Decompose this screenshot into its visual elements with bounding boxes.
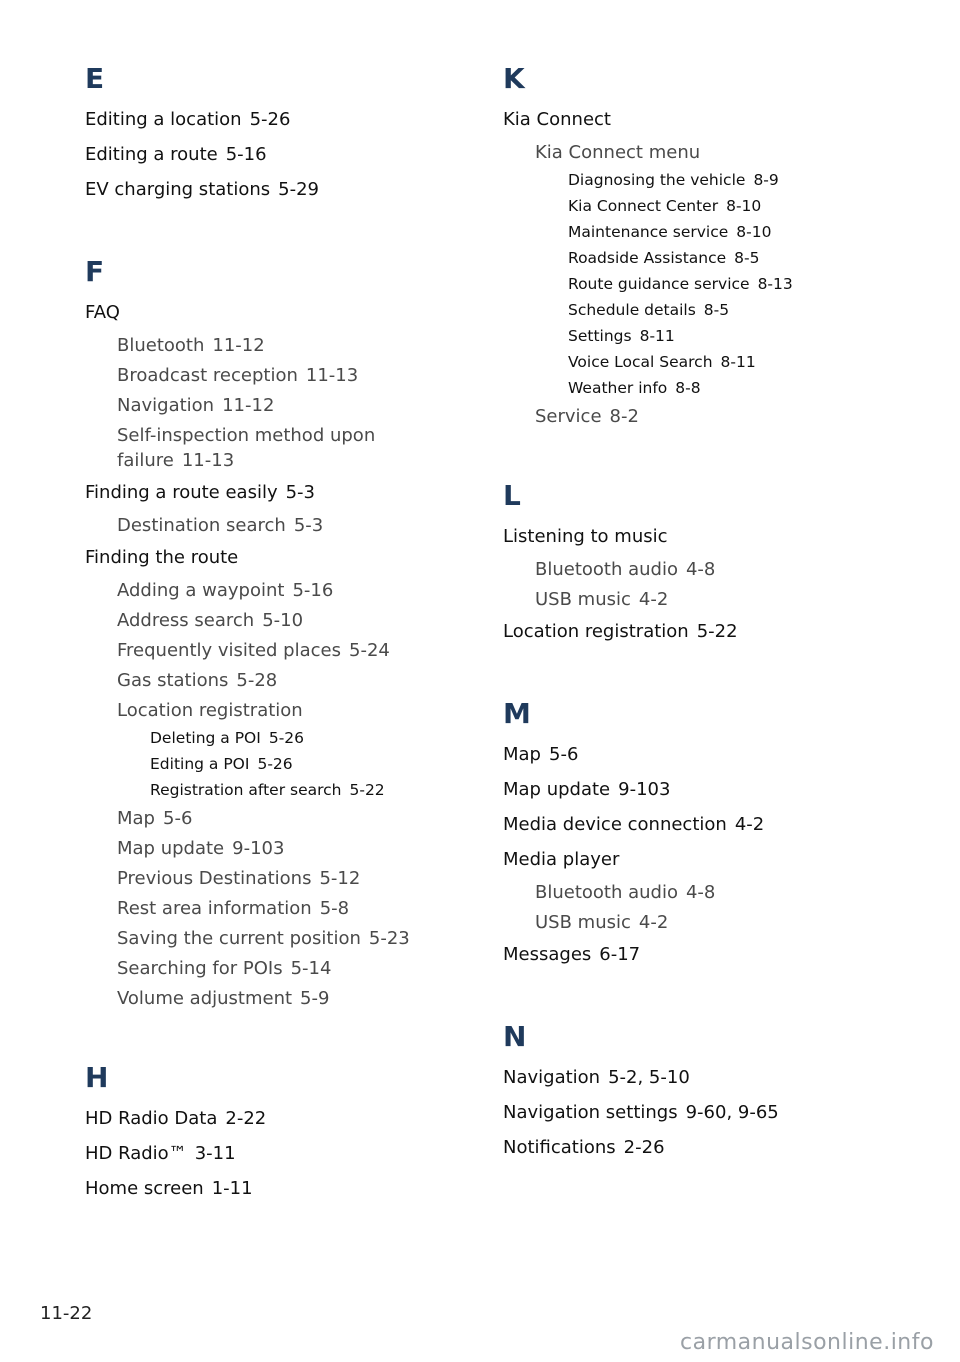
entry-term: Schedule details <box>568 301 696 319</box>
entry-page-ref: 2-22 <box>225 1108 267 1129</box>
entry-page-ref: 5-22 <box>349 781 385 799</box>
index-section <box>503 1016 903 1165</box>
entry-term: Broadcast reception <box>117 364 298 386</box>
index-section <box>85 1057 455 1206</box>
entry-page-ref: 1-11 <box>211 1178 253 1199</box>
index-entry <box>117 510 455 540</box>
index-entry <box>503 1060 903 1095</box>
entry-term: Messages <box>503 944 592 965</box>
index-entry <box>117 953 455 983</box>
entry-page-ref: 8-5 <box>734 249 760 267</box>
index-entry <box>85 172 455 207</box>
index-entry <box>117 360 455 390</box>
entry-page-ref: 5-2, 5-10 <box>608 1067 690 1088</box>
entry-term: Map <box>503 744 541 765</box>
index-entry <box>568 167 903 193</box>
index-entry <box>117 695 455 725</box>
entry-page-ref: 5-3 <box>285 482 316 503</box>
entry-term: Volume adjustment <box>117 987 293 1009</box>
index-column-right <box>503 58 903 1209</box>
index-entry <box>85 295 455 330</box>
index-entry <box>85 475 455 510</box>
index-entry <box>117 863 455 893</box>
section-letter: N <box>503 1020 527 1053</box>
index-entry <box>85 1101 455 1136</box>
entry-page-ref: 9-103 <box>232 837 285 859</box>
entry-term: Kia Connect Center <box>568 197 719 215</box>
entry-term: Editing a POI <box>150 755 250 773</box>
entry-page-ref: 5-28 <box>236 669 278 691</box>
entry-term: Location registration <box>117 699 303 721</box>
index-entry <box>503 1130 903 1165</box>
entry-page-ref: 5-8 <box>319 897 350 919</box>
entry-page-ref: 4-8 <box>685 558 716 580</box>
entry-page-ref: 5-3 <box>293 514 324 536</box>
entry-term: EV charging stations <box>85 179 271 200</box>
entry-term: Service <box>535 405 602 427</box>
entry-term: Listening to music <box>503 526 668 547</box>
entry-page-ref: 4-2 <box>638 911 669 933</box>
entry-term: Bluetooth <box>117 334 205 356</box>
entry-page-ref: 11-12 <box>212 334 265 356</box>
entry-page-ref: 11-13 <box>181 449 235 471</box>
entry-term: Gas stations <box>117 669 229 691</box>
index-entry <box>117 390 455 420</box>
entry-term: Home screen <box>85 1178 204 1199</box>
entry-page-ref: 5-26 <box>268 729 305 747</box>
entry-page-ref: 8-10 <box>726 197 762 215</box>
entry-page-ref: 4-2 <box>734 814 765 835</box>
entry-term: Address search <box>117 609 255 631</box>
entry-term: Notifications <box>503 1137 616 1158</box>
entry-page-ref: 8-10 <box>736 223 772 241</box>
entry-term: Roadside Assistance <box>568 249 727 267</box>
index-entry <box>568 245 903 271</box>
index-entry <box>535 877 903 907</box>
entry-term: HD Radio™ <box>85 1143 187 1164</box>
entry-term: Map update <box>503 779 611 800</box>
index-entry <box>503 519 903 554</box>
index-entry <box>568 349 903 375</box>
index-entry <box>150 777 455 803</box>
entry-term: Bluetooth audio <box>535 558 678 580</box>
index-entry <box>535 554 903 584</box>
index-entry <box>568 375 903 401</box>
entry-term: Diagnosing the vehicle <box>568 171 746 189</box>
entry-term: Settings <box>568 327 632 345</box>
entry-page-ref: 5-6 <box>549 744 579 765</box>
index-entry <box>85 102 455 137</box>
entry-term: Voice Local Search <box>568 353 713 371</box>
index-entry <box>117 893 455 923</box>
index-entry <box>117 833 455 863</box>
entry-term: Map <box>117 807 155 829</box>
index-entry <box>568 271 903 297</box>
entry-page-ref: 8-11 <box>639 327 675 345</box>
entry-term: Route guidance service <box>568 275 750 293</box>
entry-term: USB music <box>535 911 631 933</box>
entry-term: USB music <box>535 588 631 610</box>
index-entry <box>150 751 455 777</box>
index-entry <box>150 725 455 751</box>
entry-term: Editing a location <box>85 109 242 130</box>
entry-page-ref: 5-26 <box>257 755 293 773</box>
entry-page-ref: 5-14 <box>290 957 332 979</box>
entry-page-ref: 11-13 <box>305 364 359 386</box>
entry-term: Searching for POIs <box>117 957 283 979</box>
index-entry <box>85 1136 455 1171</box>
index-entry <box>503 807 903 842</box>
entry-term: Navigation <box>117 394 215 416</box>
index-entry <box>117 665 455 695</box>
entry-page-ref: 5-16 <box>225 144 267 165</box>
entry-page-ref: 3-11 <box>194 1143 236 1164</box>
entry-term: Kia Connect menu <box>535 141 701 163</box>
index-entry <box>535 907 903 937</box>
entry-page-ref: 11-12 <box>222 394 275 416</box>
index-entry <box>535 137 903 167</box>
index-entry <box>568 297 903 323</box>
entry-term: Finding a route easily <box>85 482 278 503</box>
entry-term: Registration after search <box>150 781 342 799</box>
entry-page-ref: 5-6 <box>163 807 193 829</box>
entry-page-ref: 4-2 <box>638 588 669 610</box>
index-section <box>503 58 903 431</box>
index-section <box>503 475 903 649</box>
entry-page-ref: 5-10 <box>262 609 304 631</box>
entry-term: Maintenance service <box>568 223 729 241</box>
entry-page-ref: 2-26 <box>623 1137 665 1158</box>
index-section <box>85 58 455 207</box>
entry-term: Map update <box>117 837 225 859</box>
entry-term: Finding the route <box>85 547 239 568</box>
index-column-left <box>85 58 455 1250</box>
index-section <box>503 693 903 972</box>
index-entry <box>117 803 455 833</box>
section-letter: M <box>503 697 531 730</box>
index-entry <box>503 937 903 972</box>
index-entry <box>117 983 455 1013</box>
entry-page-ref: 8-2 <box>609 405 639 427</box>
entry-page-ref: 5-23 <box>368 927 410 949</box>
index-entry <box>503 102 903 137</box>
entry-term: Deleting a POI <box>150 729 261 747</box>
entry-term: Kia Connect <box>503 109 611 130</box>
entry-page-ref: 9-103 <box>618 779 671 800</box>
entry-term: FAQ <box>85 302 120 323</box>
entry-term: Self-inspection method upon failure <box>117 424 376 471</box>
entry-page-ref: 6-17 <box>599 944 641 965</box>
entry-page-ref: 5-24 <box>349 639 390 661</box>
section-letter: H <box>85 1061 109 1094</box>
entry-page-ref: 5-9 <box>300 987 330 1009</box>
index-entry <box>117 605 455 635</box>
index-entry <box>503 1095 903 1130</box>
entry-term: Location registration <box>503 621 689 642</box>
index-section <box>85 251 455 1013</box>
entry-term: Saving the current position <box>117 927 361 949</box>
entry-term: Navigation <box>503 1067 601 1088</box>
entry-page-ref: 5-29 <box>278 179 319 200</box>
index-entry <box>568 193 903 219</box>
index-entry <box>117 923 455 953</box>
entry-page-ref: 8-13 <box>757 275 793 293</box>
index-entry <box>503 737 903 772</box>
entry-term: Navigation settings <box>503 1102 678 1123</box>
entry-term: HD Radio Data <box>85 1108 218 1129</box>
section-letter: E <box>85 62 105 95</box>
entry-page-ref: 5-26 <box>249 109 291 130</box>
entry-term: Weather info <box>568 379 668 397</box>
index-entry <box>535 584 903 614</box>
entry-term: Bluetooth audio <box>535 881 678 903</box>
index-entry <box>535 401 903 431</box>
entry-page-ref: 8-11 <box>720 353 756 371</box>
index-entry <box>117 420 455 475</box>
entry-term: Frequently visited places <box>117 639 341 661</box>
index-entry <box>117 635 455 665</box>
index-entry <box>85 1171 455 1206</box>
watermark: carmanualsonline.info <box>680 1330 934 1355</box>
entry-page-ref: 8-5 <box>703 301 730 319</box>
index-entry <box>117 575 455 605</box>
section-letter: L <box>503 479 521 512</box>
entry-term: Rest area information <box>117 897 312 919</box>
entry-term: Media player <box>503 849 620 870</box>
entry-page-ref: 9-60, 9-65 <box>685 1102 779 1123</box>
index-entry <box>117 330 455 360</box>
index-entry <box>568 219 903 245</box>
entry-page-ref: 5-16 <box>292 579 334 601</box>
page-number: 11-22 <box>40 1303 93 1324</box>
index-entry <box>503 614 903 649</box>
entry-term: Media device connection <box>503 814 727 835</box>
index-entry <box>85 137 455 172</box>
entry-term: Destination search <box>117 514 286 536</box>
entry-page-ref: 8-9 <box>753 171 779 189</box>
entry-page-ref: 5-12 <box>319 867 361 889</box>
index-entry <box>85 540 455 575</box>
index-entry <box>568 323 903 349</box>
section-letter: K <box>503 62 525 95</box>
index-entry <box>503 842 903 877</box>
entry-term: Adding a waypoint <box>117 579 285 601</box>
entry-page-ref: 5-22 <box>696 621 738 642</box>
index-entry <box>503 772 903 807</box>
entry-page-ref: 4-8 <box>685 881 716 903</box>
entry-term: Previous Destinations <box>117 867 312 889</box>
entry-term: Editing a route <box>85 144 218 165</box>
entry-page-ref: 8-8 <box>675 379 701 397</box>
section-letter: F <box>85 255 105 288</box>
